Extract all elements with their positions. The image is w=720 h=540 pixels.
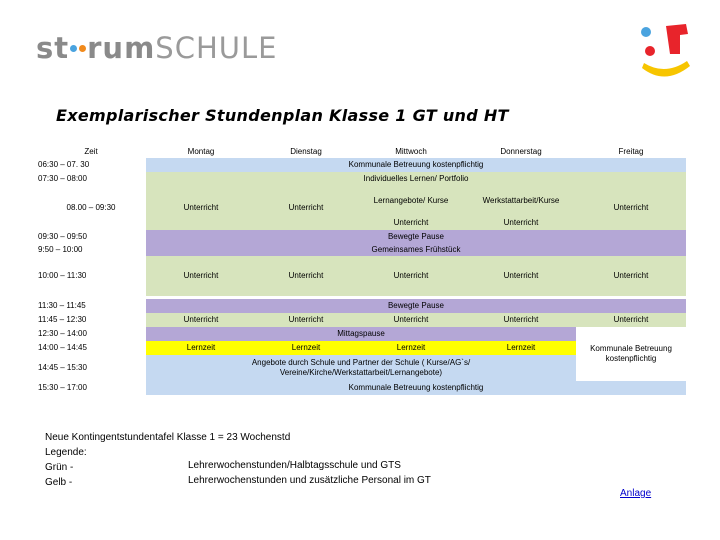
kontingent-note: Neue Kontingentstundentafel Klasse 1 = 23 Wochenstd — [45, 432, 291, 443]
header-freitag: Freitag — [618, 147, 644, 156]
header-zeit: Zeit — [84, 147, 98, 156]
cell-unterricht-mittwoch: Unterricht — [356, 216, 466, 230]
cell-betreuung-morgens: Kommunale Betreuung kostenpflichtig — [146, 158, 686, 172]
cell-freitag-betreuung: Kommunale Betreuung kostenpflichtig — [590, 344, 672, 363]
time-label: 07:30 – 08:00 — [38, 174, 87, 183]
cell-lernzeit-montag: Lernzeit — [186, 343, 216, 352]
time-label: 12:30 – 14:00 — [38, 329, 87, 338]
legend-gruen-key: Grün - — [45, 462, 74, 473]
cell-lernzeit-donnerstag: Lernzeit — [506, 343, 536, 352]
logo-dot-orange — [79, 45, 86, 52]
cell-lernzeit-mittwoch: Lernzeit — [396, 343, 426, 352]
time-label: 11:45 – 12:30 — [38, 315, 87, 324]
cell-fruehstueck: Gemeinsames Frühstück — [146, 243, 686, 256]
time-label: 11:30 – 11:45 — [38, 301, 86, 310]
cell-bewegte-pause-2: Bewegte Pause — [146, 299, 686, 313]
legend-gelb-key: Gelb - — [45, 477, 73, 488]
cell-unterricht-freitag-2: Unterricht — [576, 256, 686, 296]
cell-lernzeit-dienstag: Lernzeit — [291, 343, 321, 352]
cell-werkstattarbeit: Werkstattarbeit/Kurse — [466, 186, 576, 216]
cell-unterricht-montag-2: Unterricht — [146, 256, 256, 296]
cell-unterricht-donnerstag-3: Unterricht — [503, 315, 539, 324]
time-label: 09:30 – 09:50 — [38, 231, 87, 241]
logo-text-rum: rum — [87, 31, 156, 65]
cell-individuelles-lernen: Individuelles Lernen/ Portfolio — [146, 172, 686, 186]
cell-bewegte-pause: Bewegte Pause — [146, 230, 686, 243]
cell-unterricht-mittwoch-3: Unterricht — [393, 315, 429, 324]
legend-gruen-desc: Lehrerwochenstunden/Halbtagsschule und GTS — [188, 460, 401, 471]
time-label: 9:50 – 10:00 — [38, 244, 83, 254]
cell-unterricht-dienstag: Unterricht — [256, 186, 356, 230]
cell-angebote — [146, 355, 576, 381]
time-label: 14:00 – 14:45 — [38, 343, 87, 352]
time-label: 14:45 – 15:30 — [38, 363, 87, 372]
cell-unterricht-mittwoch-2: Unterricht — [356, 256, 466, 296]
cell-mittagspause: Mittagspause — [146, 327, 576, 341]
legend-heading: Legende: — [45, 447, 87, 458]
angebote-line-2: Vereine/Kirche/Werkstattarbeit/Lernangebote) — [279, 368, 443, 377]
time-label: 08.00 – 09:30 — [66, 203, 116, 212]
cell-unterricht-montag: Unterricht — [146, 186, 256, 230]
cell-unterricht-dienstag-2: Unterricht — [256, 256, 356, 296]
time-label: 15:30 – 17:00 — [38, 383, 87, 392]
cell-unterricht-dienstag-3: Unterricht — [288, 315, 324, 324]
timetable — [36, 146, 686, 398]
header-donnerstag: Donnerstag — [500, 147, 542, 156]
header-montag: Montag — [187, 147, 215, 156]
school-logo — [36, 30, 277, 66]
cell-unterricht-freitag: Unterricht — [576, 186, 686, 230]
cell-unterricht-donnerstag-2: Unterricht — [466, 256, 576, 296]
cell-unterricht-montag-3: Unterricht — [183, 315, 219, 324]
time-label: 06:30 – 07. 30 — [38, 160, 90, 169]
time-label: 10:00 – 11:30 — [38, 271, 87, 280]
school-emblem-icon — [630, 18, 700, 88]
header-dienstag: Dienstag — [290, 147, 322, 156]
header-mittwoch: Mittwoch — [395, 147, 427, 156]
logo-dot-blue — [70, 45, 77, 52]
cell-lernangebote: Lernangebote/ Kurse — [356, 186, 466, 216]
cell-unterricht-donnerstag: Unterricht — [466, 216, 576, 230]
angebote-line-1: Angebote durch Schule und Partner der Schule ( Kurse/AG`s/ — [251, 358, 471, 367]
logo-text-schule: SCHULE — [155, 31, 278, 65]
cell-betreuung-abends: Kommunale Betreuung kostenpflichtig — [146, 381, 686, 395]
page-title: Exemplarischer Stundenplan Klasse 1 GT und HT — [56, 106, 509, 125]
anlage-link[interactable]: Anlage — [620, 488, 652, 499]
cell-unterricht-freitag-3: Unterricht — [613, 315, 649, 324]
legend-gelb-desc: Lehrerwochenstunden und zusätzliche Personal im GT — [188, 475, 431, 486]
logo-text-st: st — [36, 31, 70, 65]
